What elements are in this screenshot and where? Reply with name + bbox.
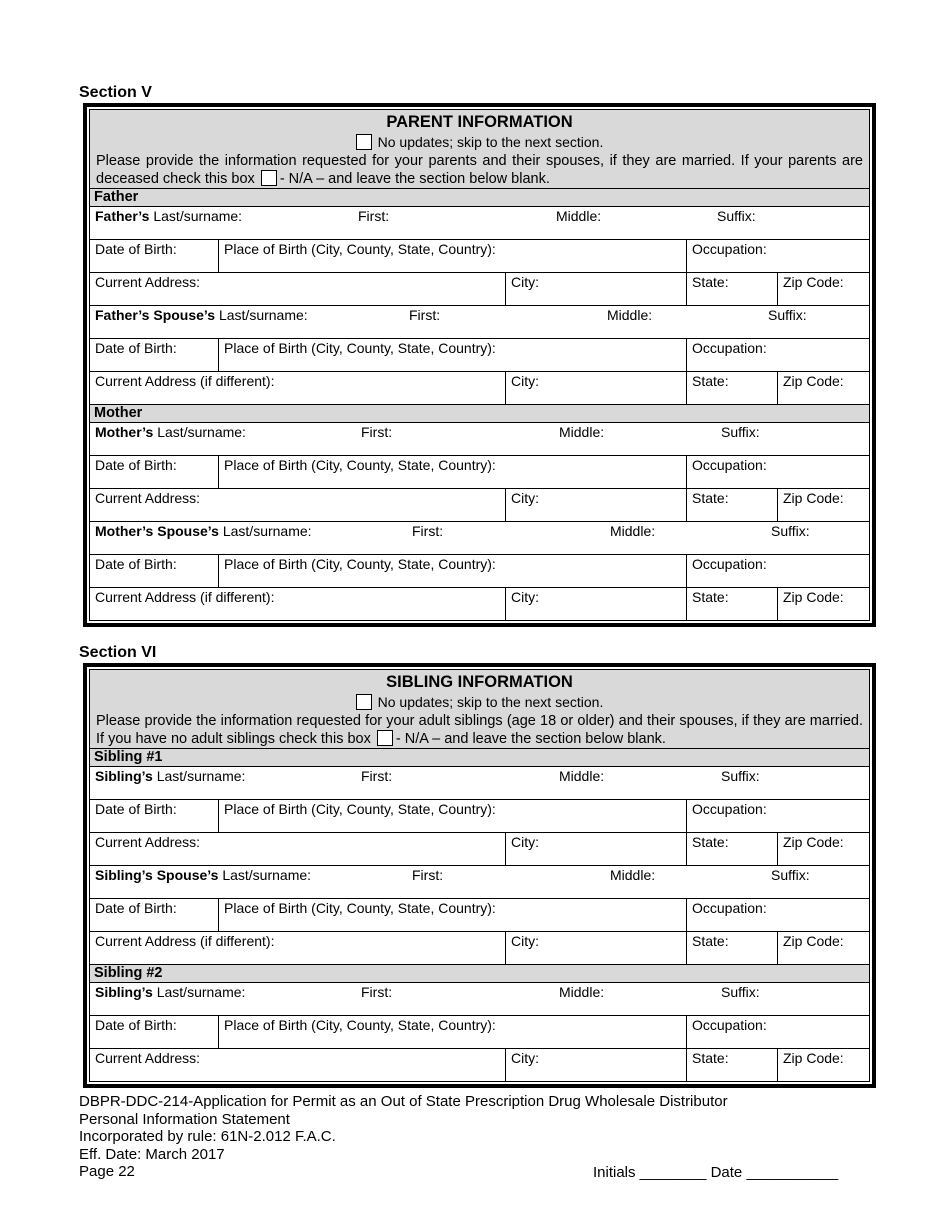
father-spouse-name-row[interactable]: Father’s Spouse’s Last/surname: First: Middle: Suffix: bbox=[90, 306, 869, 339]
father-birth-row[interactable]: Date of Birth: Place of Birth (City, County, State, Country): Occupation: bbox=[90, 240, 869, 273]
mother-subheader: Mother bbox=[90, 404, 869, 423]
parent-info-title: PARENT INFORMATION bbox=[386, 113, 573, 131]
effective-date: Eff. Date: March 2017 bbox=[79, 1145, 225, 1163]
sibling-1-spouse-name-row[interactable]: Sibling’s Spouse’s Last/surname: First: Middle: Suffix: bbox=[90, 866, 869, 899]
parents-na-checkbox[interactable] bbox=[261, 170, 277, 186]
father-subheader: Father bbox=[90, 189, 869, 207]
page-number: Page 22 bbox=[79, 1163, 135, 1181]
no-updates-label: No updates; skip to the next section. bbox=[377, 694, 604, 710]
father-spouse-address-row[interactable]: Current Address (if different): City: State: Zip Code: bbox=[90, 372, 869, 404]
father-address-row[interactable]: Current Address: City: State: Zip Code: bbox=[90, 273, 869, 306]
sibling-2-address-row[interactable]: Current Address: City: State: Zip Code: bbox=[90, 1049, 869, 1081]
form-number: DBPR-DDC-214-Application for Permit as an Out of State Prescription Drug Wholesale Distributor bbox=[79, 1093, 728, 1110]
section-vi-title: Section VI bbox=[79, 644, 157, 661]
father-name-row[interactable]: Father’s Last/surname: First: Middle: Suffix: bbox=[90, 207, 869, 240]
father-spouse-birth-row[interactable]: Date of Birth: Place of Birth (City, County, State, Country): Occupation: bbox=[90, 339, 869, 372]
sibling-1-address-row[interactable]: Current Address: City: State: Zip Code: bbox=[90, 833, 869, 866]
no-updates-checkbox[interactable] bbox=[356, 694, 372, 710]
sibling-2-subheader: Sibling #2 bbox=[90, 964, 869, 983]
no-updates-label: No updates; skip to the next section. bbox=[377, 134, 604, 150]
mother-spouse-birth-row[interactable]: Date of Birth: Place of Birth (City, County, State, Country): Occupation: bbox=[90, 555, 869, 588]
sibling-info-instructions: Please provide the information requested for your adult siblings (age 18 or older) and their spouses, if they are married. If you have no adult siblings check this box - N/A – and leave the section below blank. bbox=[96, 713, 863, 747]
no-updates-checkbox[interactable] bbox=[356, 134, 372, 150]
sibling-info-title: SIBLING INFORMATION bbox=[386, 673, 573, 691]
sibling-1-subheader: Sibling #1 bbox=[90, 749, 869, 767]
sibling-information-form bbox=[83, 663, 876, 1088]
mother-spouse-name-row[interactable]: Mother’s Spouse’s Last/surname: First: Middle: Suffix: bbox=[90, 522, 869, 555]
rule-reference: Incorporated by rule: 61N-2.012 F.A.C. bbox=[79, 1128, 336, 1146]
sibling-1-spouse-birth-row[interactable]: Date of Birth: Place of Birth (City, County, State, Country): Occupation: bbox=[90, 899, 869, 932]
sibling-2-name-row[interactable]: Sibling’s Last/surname: First: Middle: Suffix: bbox=[90, 983, 869, 1016]
sibling-2-birth-row[interactable]: Date of Birth: Place of Birth (City, County, State, Country): Occupation: bbox=[90, 1016, 869, 1049]
parent-info-header bbox=[90, 110, 869, 189]
mother-spouse-address-row[interactable]: Current Address (if different): City: State: Zip Code: bbox=[90, 588, 869, 620]
siblings-na-checkbox[interactable] bbox=[377, 730, 393, 746]
section-v-title: Section V bbox=[79, 84, 152, 101]
parent-information-form bbox=[83, 103, 876, 627]
sibling-1-name-row[interactable]: Sibling’s Last/surname: First: Middle: Suffix: bbox=[90, 767, 869, 800]
sibling-1-spouse-address-row[interactable]: Current Address (if different): City: State: Zip Code: bbox=[90, 932, 869, 964]
sibling-1-birth-row[interactable]: Date of Birth: Place of Birth (City, County, State, Country): Occupation: bbox=[90, 800, 869, 833]
sibling-info-header bbox=[90, 670, 869, 749]
form-subtitle: Personal Information Statement bbox=[79, 1110, 290, 1128]
initials-date-line[interactable]: Initials ________ Date ___________ bbox=[593, 1164, 839, 1181]
mother-address-row[interactable]: Current Address: City: State: Zip Code: bbox=[90, 489, 869, 522]
mother-name-row[interactable]: Mother’s Last/surname: First: Middle: Suffix: bbox=[90, 423, 869, 456]
parent-info-instructions: Please provide the information requested for your parents and their spouses, if they are married. If your parents are deceased check this box - N/A – and leave the section below blank. bbox=[96, 153, 863, 187]
mother-birth-row[interactable]: Date of Birth: Place of Birth (City, County, State, Country): Occupation: bbox=[90, 456, 869, 489]
